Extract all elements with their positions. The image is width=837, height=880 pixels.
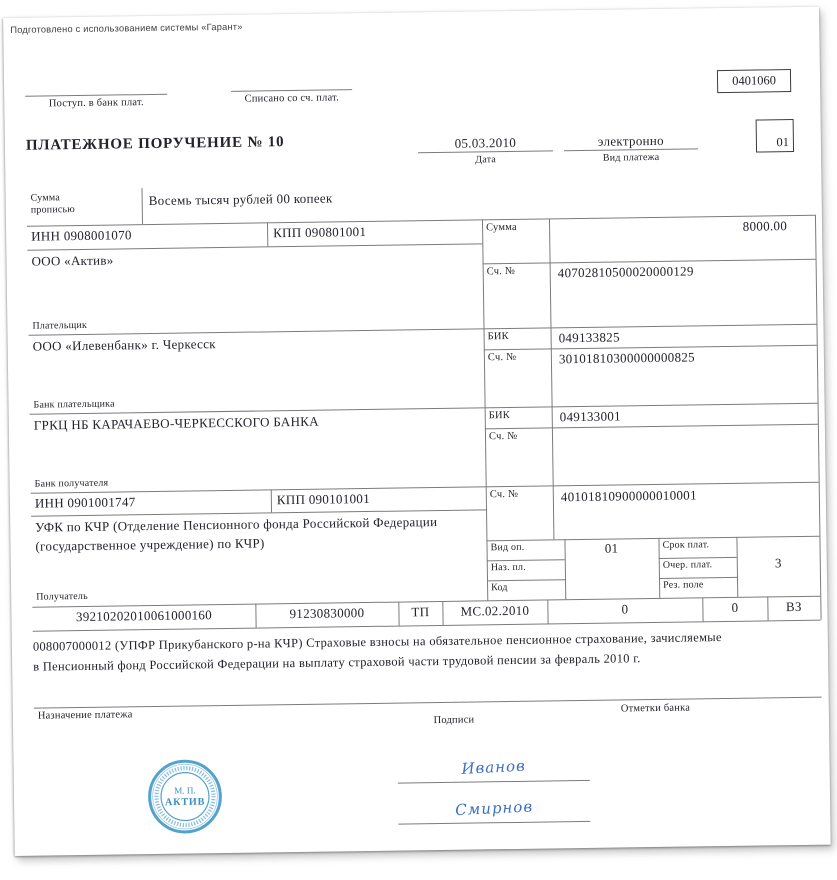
payee-kpp: КПП 090101001: [276, 490, 371, 508]
payer-bank-label: Банк плательщика: [33, 398, 115, 411]
received-label: Поступ. в банк плат.: [48, 97, 144, 110]
purpose-line2: в Пенсионный фонд Российской Федерации на выплату страховой части трудовой пенсии за февраль 2010 г.: [33, 651, 641, 674]
payee-bank-account-label: Сч. №: [488, 430, 518, 443]
payer-name: ООО «Актив»: [31, 252, 114, 269]
payer-account: 40702810500020000129: [557, 263, 694, 281]
okato-value: 91230830000: [289, 605, 365, 622]
payee-name-line1: УФК по КЧР (Отделение Пенсионного фонда Российской Федерации: [35, 514, 438, 535]
due-date-label: Срок плат.: [662, 539, 710, 551]
stamp-company-text: АКТИВ: [164, 796, 206, 809]
signatures-label: Подписи: [433, 714, 475, 727]
payer-bank-name: ООО «Илевенбанк» г. Черкесск: [32, 336, 216, 354]
doc-date-value: 0: [731, 599, 739, 615]
payee-label: Получатель: [36, 590, 88, 603]
sum-label: Сумма: [486, 221, 517, 234]
signature-1: Иванов: [461, 756, 527, 778]
purpose-line1: 008007000012 (УПФР Прикубанского р-на КЧР) Страховые взносы на обязательное пенсионное страхование, зачисляемые: [32, 630, 722, 654]
payment-kind-label: Вид платежа: [602, 151, 660, 164]
payer-bank-account: 30101810300000000825: [558, 349, 696, 367]
op-kind-label: Вид оп.: [490, 541, 525, 554]
payee-name-line2: (государственное учреждение) по КЧР): [35, 535, 265, 554]
company-stamp: [146, 758, 223, 835]
payee-bank-bik: 049133001: [559, 408, 622, 425]
payer-kpp: КПП 090801001: [273, 223, 367, 241]
stamp-mp-text: М. П.: [174, 785, 196, 796]
reserve-field-label: Рез. поле: [663, 579, 704, 591]
date-label: Дата: [475, 154, 497, 166]
debited-label: Списано со сч. плат.: [244, 92, 340, 105]
payee-bank-bik-label: БИК: [488, 410, 511, 422]
priority-label: Очер. плат.: [662, 559, 713, 571]
payee-bank-label: Банк получателя: [34, 477, 109, 490]
payer-label: Плательщик: [32, 319, 88, 332]
status-code-box: 01: [756, 119, 794, 153]
form-code-box: 0401060: [717, 69, 791, 93]
code-label: Код: [491, 582, 508, 594]
sum-value: 8000.00: [742, 218, 788, 234]
purpose-label: Назначение платежа: [37, 709, 133, 722]
payee-bank-name: ГРКЦ НБ КАРАЧАЕВО-ЧЕРКЕССКОГО БАНКА: [33, 413, 320, 433]
payer-bank-account-label: Сч. №: [487, 351, 517, 364]
op-kind-value: 01: [604, 540, 619, 556]
payment-kind-value: электронно: [597, 132, 664, 149]
signature-2: Смирнов: [454, 797, 534, 820]
date-value: 05.03.2010: [454, 134, 517, 151]
tax-period-value: МС.02.2010: [460, 602, 530, 619]
bank-marks-label: Отметки банка: [620, 702, 691, 715]
payer-bank-bik-label: БИК: [487, 331, 509, 343]
payment-basis-value: ТП: [411, 604, 430, 620]
amount-words-value: Восемь тысяч рублей 00 копеек: [148, 190, 333, 209]
doc-number-value: 0: [621, 601, 629, 617]
purpose-code-label: Наз. пл.: [490, 561, 526, 574]
stamp-seal-icon: [146, 758, 223, 835]
payee-account-label: Сч. №: [489, 488, 519, 501]
payer-account-label: Сч. №: [486, 265, 516, 278]
prepared-with-note: Подготовлено с использованием системы «Гарант»: [10, 21, 243, 35]
payer-inn: ИНН 0908001070: [31, 227, 132, 244]
kbk-value: 39210202010061000160: [75, 607, 213, 625]
payee-inn: ИНН 0901001747: [34, 494, 136, 511]
document-title: ПЛАТЕЖНОЕ ПОРУЧЕНИЕ № 10: [25, 134, 285, 154]
payment-type-value: ВЗ: [785, 598, 802, 615]
priority-value: 3: [774, 555, 782, 571]
amount-words-label-2: прописью: [30, 204, 75, 216]
payer-bank-bik: 049133825: [558, 329, 620, 346]
payee-account: 40101810900000010001: [560, 487, 697, 505]
amount-words-label-1: Сумма: [30, 192, 61, 204]
